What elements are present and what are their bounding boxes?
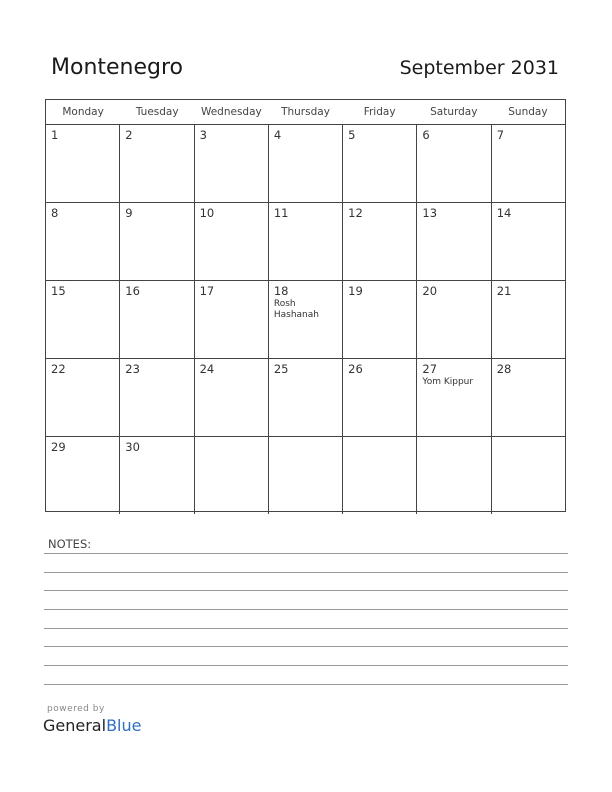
- notes-line: [44, 590, 568, 591]
- day-cell: [46, 125, 120, 202]
- day-number: 16: [125, 284, 140, 298]
- day-cell: [343, 203, 417, 280]
- day-cell: [492, 281, 565, 358]
- week-row-3: [46, 281, 565, 359]
- brand-general: General: [43, 716, 107, 735]
- day-cell: [492, 437, 565, 514]
- holiday-label: Yom Kippur: [422, 377, 474, 387]
- day-number: 6: [422, 128, 430, 142]
- day-cell: [195, 125, 269, 202]
- day-number: 7: [496, 128, 505, 142]
- day-number: 27: [422, 362, 438, 376]
- day-number: 12: [348, 206, 363, 220]
- day-cell: [417, 359, 491, 436]
- day-cell: [120, 437, 194, 514]
- weekday-thursday: Thursday: [281, 106, 330, 118]
- day-number: 5: [348, 128, 356, 142]
- day-number: 3: [199, 128, 207, 142]
- day-number: 22: [51, 362, 66, 376]
- brand-blue: Blue: [106, 716, 142, 735]
- holiday-label: Rosh Hashanah: [273, 299, 319, 320]
- day-number: 30: [125, 440, 140, 454]
- country-title: Montenegro: [51, 55, 184, 80]
- day-number: 8: [51, 206, 59, 220]
- week-row-4: [46, 359, 565, 437]
- day-cell: [269, 203, 343, 280]
- day-number: 21: [496, 284, 512, 298]
- weekday-saturday: Saturday: [430, 106, 478, 118]
- day-number: 29: [51, 440, 66, 454]
- notes-line: [44, 646, 568, 647]
- day-number: 20: [422, 284, 438, 298]
- notes-line: [44, 572, 568, 573]
- day-number: 11: [273, 206, 289, 220]
- month-title: September 2031: [399, 57, 559, 79]
- day-cell: [269, 125, 343, 202]
- weekday-sunday: Sunday: [508, 106, 548, 118]
- notes-line: [44, 553, 568, 554]
- day-cell: [120, 203, 194, 280]
- day-cell: [343, 437, 417, 514]
- day-cell: [343, 281, 417, 358]
- notes-line: [44, 684, 568, 685]
- notes-line: [44, 609, 568, 610]
- day-cell: [195, 203, 269, 280]
- week-row-2: [46, 203, 565, 281]
- day-cell: [269, 437, 343, 514]
- day-cell: [46, 437, 120, 514]
- day-cell: [343, 359, 417, 436]
- day-number: 10: [199, 206, 215, 220]
- day-cell: [417, 437, 491, 514]
- day-number: 26: [348, 362, 363, 376]
- weekday-header: [46, 100, 565, 125]
- day-cell: [120, 281, 194, 358]
- day-number: 2: [125, 128, 133, 142]
- day-cell: [195, 281, 269, 358]
- day-cell: [269, 359, 343, 436]
- calendar-grid: [45, 99, 566, 512]
- weekday-monday: Monday: [62, 106, 104, 118]
- day-cell: [492, 125, 565, 202]
- day-cell: [417, 203, 491, 280]
- day-cell: [46, 359, 120, 436]
- day-number: 28: [496, 362, 512, 376]
- day-number: 24: [199, 362, 215, 376]
- weekday-friday: Friday: [363, 106, 396, 118]
- day-number: 1: [51, 128, 59, 142]
- day-cell: [195, 437, 269, 514]
- day-cell: [417, 125, 491, 202]
- day-cell: [195, 359, 269, 436]
- week-row-1: [46, 125, 565, 203]
- notes-line: [44, 665, 568, 666]
- day-cell: [492, 359, 565, 436]
- day-cell: [269, 281, 343, 358]
- day-number: 19: [348, 284, 363, 298]
- day-cell: [120, 359, 194, 436]
- generalblue-logo[interactable]: [43, 716, 141, 735]
- day-number: 4: [273, 128, 282, 142]
- day-cell: [343, 125, 417, 202]
- day-cell: [46, 281, 120, 358]
- week-row-5: [46, 437, 565, 514]
- day-cell: [417, 281, 491, 358]
- day-number: 17: [199, 284, 215, 298]
- day-number: 18: [273, 284, 289, 298]
- powered-by-text: powered by: [47, 704, 105, 714]
- day-number: 23: [125, 362, 140, 376]
- weekday-tuesday: Tuesday: [135, 106, 179, 118]
- notes-line: [44, 628, 568, 629]
- notes-label: NOTES:: [48, 537, 92, 551]
- day-cell: [120, 125, 194, 202]
- day-cell: [46, 203, 120, 280]
- day-number: 9: [125, 206, 133, 220]
- day-number: 13: [422, 206, 438, 220]
- day-number: 14: [496, 206, 512, 220]
- day-number: 25: [273, 362, 289, 376]
- weekday-wednesday: Wednesday: [200, 106, 262, 118]
- day-number: 15: [51, 284, 66, 298]
- day-cell: [492, 203, 565, 280]
